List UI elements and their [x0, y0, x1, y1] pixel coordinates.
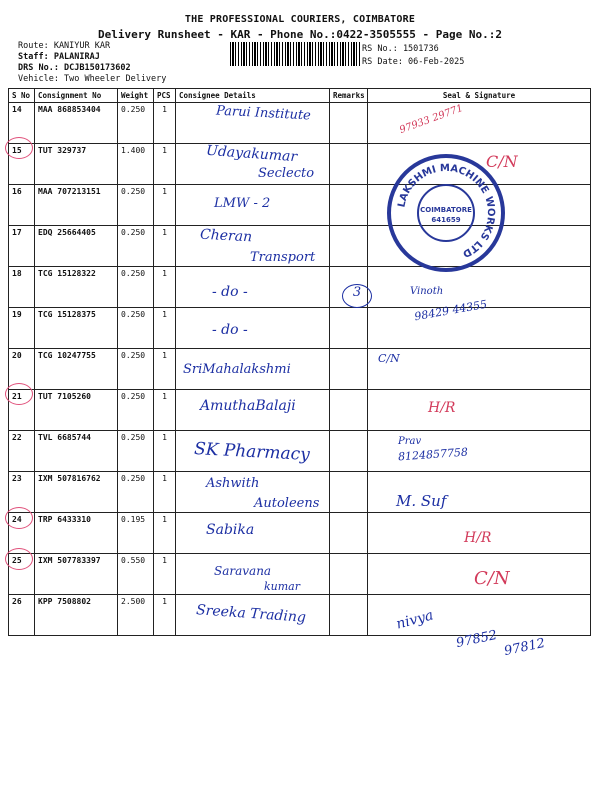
cell-pcs: 1: [154, 390, 176, 431]
cell-sno: 19: [9, 308, 35, 349]
rs-number: RS No.: 1501736: [362, 44, 439, 54]
cell-sno: 23: [9, 472, 35, 513]
cell-remarks: [330, 513, 368, 554]
cell-pcs: 1: [154, 185, 176, 226]
cell-consignment: EDQ 25664405: [35, 226, 118, 267]
cell-consignment: MAA 707213151: [35, 185, 118, 226]
table-row: [9, 349, 591, 390]
hw-consignee-17a: Cheran: [199, 226, 253, 246]
cell-remarks: [330, 472, 368, 513]
hw-sig-24: H/R: [464, 530, 492, 546]
cell-remarks: [330, 595, 368, 636]
cell-consignment: TUT 329737: [35, 144, 118, 185]
cell-pcs: 1: [154, 308, 176, 349]
cell-pcs: 1: [154, 554, 176, 595]
company-title: THE PROFESSIONAL COURIERS, COIMBATORE: [184, 14, 416, 25]
cell-remarks: [330, 349, 368, 390]
cell-consignment: MAA 868853404: [35, 103, 118, 144]
cell-weight: 0.250: [118, 103, 154, 144]
hw-consignee-14: Parui Institute: [215, 103, 312, 124]
hw-consignee-17b: Transport: [250, 250, 316, 265]
cell-pcs: 1: [154, 513, 176, 554]
hw-sig-26b: 97852: [454, 627, 499, 652]
hw-consignee-18: - do -: [212, 284, 248, 300]
table-row: [9, 267, 591, 308]
rs-date: RS Date: 06-Feb-2025: [362, 57, 465, 67]
cell-consignment: IXM 507816762: [35, 472, 118, 513]
drs-label: DRS No.: DCJB150173602: [18, 63, 131, 73]
cell-weight: 0.250: [118, 431, 154, 472]
cell-sno: 24: [9, 513, 35, 554]
company-stamp: [387, 154, 505, 272]
hw-consignee-25a: Saravana: [214, 564, 272, 578]
cell-remarks: [330, 390, 368, 431]
cell-weight: 0.250: [118, 349, 154, 390]
cell-pcs: 1: [154, 226, 176, 267]
hw-sig-26c: 97812: [502, 635, 547, 660]
cell-pcs: 1: [154, 267, 176, 308]
cell-pcs: 1: [154, 103, 176, 144]
stamp-pin: 641659: [431, 216, 461, 224]
circle-mark-24: [5, 507, 33, 529]
hw-consignee-16: LMW - 2: [214, 196, 271, 211]
stamp-city: COIMBATORE: [420, 206, 472, 214]
table-row: [9, 390, 591, 431]
hw-consignee-15b: Seclecto: [258, 166, 315, 181]
cell-sno: 16: [9, 185, 35, 226]
cell-consignee: [176, 308, 330, 349]
table-row: [9, 513, 591, 554]
cell-seal: [368, 308, 591, 349]
cell-consignment: TCG 15128375: [35, 308, 118, 349]
hw-consignee-25b: kumar: [264, 580, 300, 593]
cell-consignment: TUT 7105260: [35, 390, 118, 431]
hw-sig-25: C/N: [474, 568, 510, 589]
cell-seal: [368, 349, 591, 390]
cell-sno: 26: [9, 595, 35, 636]
cell-remarks: [330, 431, 368, 472]
col-sno: S No: [9, 89, 35, 103]
hw-sig-14: 97933 29771: [398, 102, 465, 137]
cell-remarks: [330, 185, 368, 226]
hw-sig-20: C/N: [378, 352, 400, 365]
cell-pcs: 1: [154, 431, 176, 472]
hw-sig-15: C/N: [486, 152, 518, 171]
cell-weight: 0.250: [118, 226, 154, 267]
hw-sig-22b: 8124857758: [397, 445, 469, 464]
hw-consignee-20: SriMahalakshmi: [183, 362, 291, 377]
col-consignee: Consignee Details: [176, 89, 330, 103]
cell-sno: 14: [9, 103, 35, 144]
cell-sno: 22: [9, 431, 35, 472]
cell-consignment: TVL 6685744: [35, 431, 118, 472]
barcode: [230, 42, 360, 66]
cell-weight: 0.250: [118, 472, 154, 513]
hw-consignee-26: Sreeka Trading: [195, 602, 307, 626]
table-row: [9, 308, 591, 349]
cell-consignment: TRP 6433310: [35, 513, 118, 554]
cell-weight: 0.250: [118, 390, 154, 431]
cell-weight: 2.500: [118, 595, 154, 636]
staff-label: Staff: PALANIRAJ: [18, 52, 100, 62]
col-consignment: Consignment No: [35, 89, 118, 103]
cell-sno: 21: [9, 390, 35, 431]
cell-consignment: IXM 507783397: [35, 554, 118, 595]
cell-weight: 0.195: [118, 513, 154, 554]
route-label: Route: KANIYUR KAR: [18, 41, 111, 51]
col-weight: Weight: [118, 89, 154, 103]
cell-consignment: KPP 7508802: [35, 595, 118, 636]
cell-pcs: 1: [154, 595, 176, 636]
col-remarks: Remarks: [330, 89, 368, 103]
cell-remarks: [330, 554, 368, 595]
hw-consignee-22: SK Pharmacy: [193, 438, 311, 466]
hw-consignee-23b: Autoleens: [254, 496, 320, 511]
hw-consignee-24: Sabika: [206, 522, 255, 538]
cell-seal: [368, 390, 591, 431]
cell-weight: 0.250: [118, 267, 154, 308]
cell-remarks: [330, 103, 368, 144]
cell-weight: 1.400: [118, 144, 154, 185]
circle-mark-15: [5, 137, 33, 159]
cell-consignment: TCG 10247755: [35, 349, 118, 390]
cell-sno: 17: [9, 226, 35, 267]
hw-sig-22a: Prav: [398, 436, 422, 447]
cell-sno: 18: [9, 267, 35, 308]
cell-weight: 0.250: [118, 308, 154, 349]
runsheet-subtitle: Delivery Runsheet - KAR - Phone No.:0422-3505555 - Page No.:2: [98, 28, 502, 41]
col-pcs: PCS: [154, 89, 176, 103]
hw-sig-18: Vinoth: [410, 286, 444, 297]
circle-mark-25: [5, 548, 33, 570]
hw-consignee-23a: Ashwith: [206, 476, 260, 491]
cell-remarks: [330, 308, 368, 349]
hw-consignee-19: - do -: [212, 322, 248, 338]
cell-pcs: 1: [154, 349, 176, 390]
stamp-ring-text: LAKSHMI MACHINE WORKS LTD: [396, 162, 497, 260]
hw-sig-21: H/R: [428, 400, 456, 416]
circle-mark-21: [5, 383, 33, 405]
cell-pcs: 1: [154, 472, 176, 513]
cell-weight: 0.550: [118, 554, 154, 595]
col-seal: Seal & Signature: [368, 89, 591, 103]
cell-weight: 0.250: [118, 185, 154, 226]
hw-sig-19: 98429 44355: [413, 297, 489, 324]
cell-pcs: 1: [154, 144, 176, 185]
cell-remarks: [330, 144, 368, 185]
hw-consignee-15a: Udayakumar: [205, 142, 298, 166]
hw-sig-23: M. Suf: [396, 492, 447, 510]
hw-remark-18: 3: [342, 284, 372, 308]
cell-sno: 20: [9, 349, 35, 390]
cell-seal: [368, 103, 591, 144]
cell-consignee: [176, 267, 330, 308]
table-header-row: [9, 89, 591, 103]
vehicle-label: Vehicle: Two Wheeler Delivery: [18, 74, 167, 84]
hw-sig-26a: nivya: [394, 607, 436, 633]
cell-sno: 25: [9, 554, 35, 595]
cell-remarks: [330, 226, 368, 267]
cell-sno: 15: [9, 144, 35, 185]
hw-consignee-21: AmuthaBalaji: [200, 398, 296, 414]
cell-consignment: TCG 15128322: [35, 267, 118, 308]
